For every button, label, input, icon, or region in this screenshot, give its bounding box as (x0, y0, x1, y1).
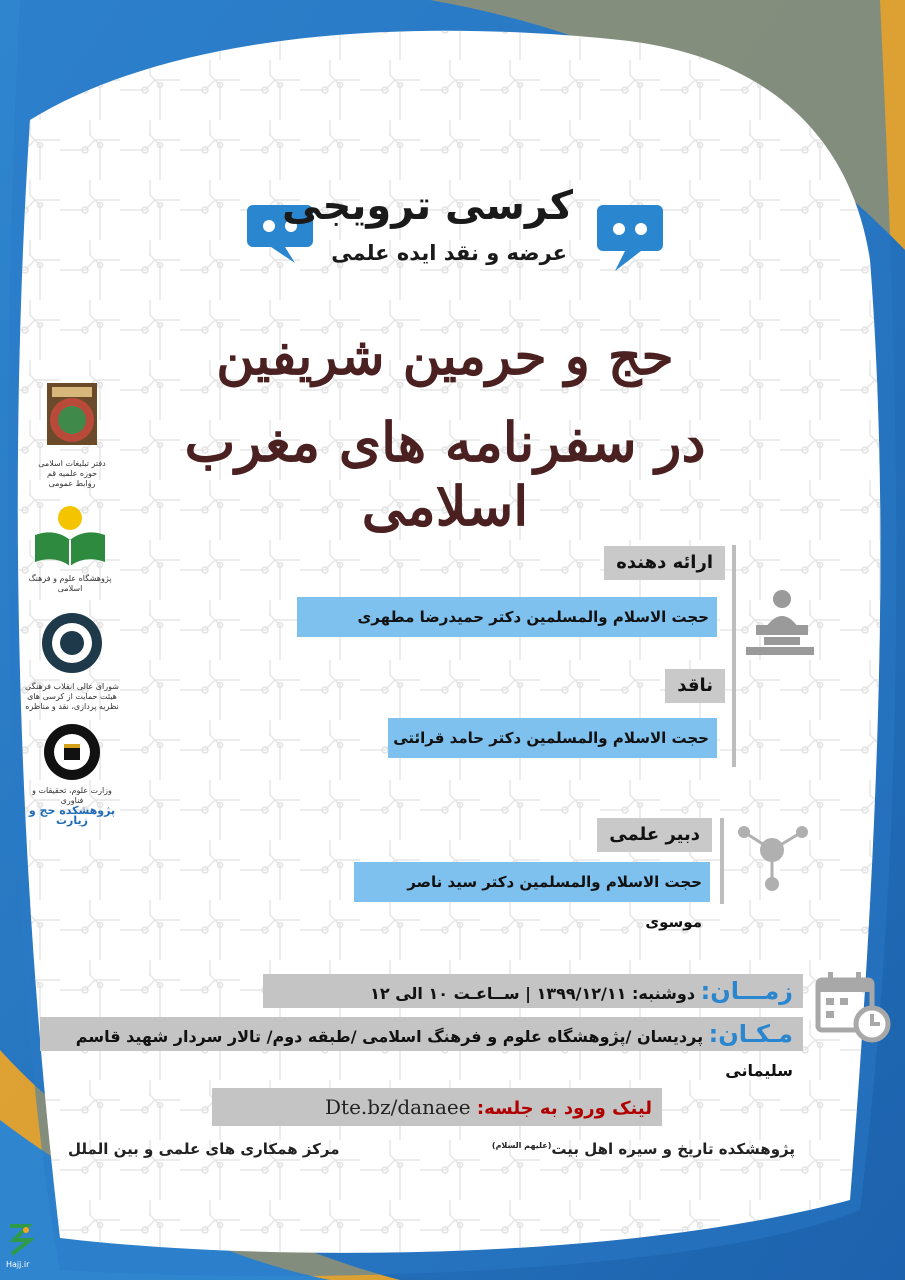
sponsor-logo-4 (22, 722, 122, 826)
section-divider (732, 545, 736, 767)
hajj-site-logo-icon (6, 1222, 34, 1256)
site-watermark: Hajj.ir (6, 1222, 46, 1269)
session-link-label: لینک ورود به جلسه: (476, 1098, 652, 1119)
hajj-research-icon (22, 722, 122, 782)
speaker-podium-icon (742, 585, 818, 657)
session-link-box[interactable] (212, 1088, 662, 1126)
time-label: زمـــان: (700, 977, 793, 1005)
logo-title: کرسی ترویجی (282, 183, 573, 229)
sponsor-logo-1 (22, 375, 122, 489)
sponsor-1-name: دفتر تبلیغات اسلامی حوزه علمیه قم روابط عمومی (38, 459, 106, 488)
sponsor-2-name: پژوهشگاه علوم و فرهنگ اسلامی (28, 574, 112, 593)
sponsor-logo-2 (20, 500, 120, 594)
network-nodes-icon (732, 818, 812, 898)
sponsor-4-name: وزارت علوم، تحقیقات و فناوری پژوهشکده حج و زیارت (28, 786, 116, 827)
council-emblem-icon (22, 608, 122, 678)
critic-name: حجت الاسلام والمسلمین دکتر حامد قرائتی (388, 718, 717, 758)
presenter-name: حجت الاسلام والمسلمین دکتر حمیدرضا مطهری (297, 597, 717, 637)
sponsor-3-name: شورای عالی انقلاب فرهنگی هیئت حمایت از کرسی های نظریه پردازی، نقد و مناظره (25, 682, 119, 711)
event-title-line-2: در سفرنامه های مغرب اسلامی (184, 410, 706, 538)
seal-emblem-icon (22, 375, 122, 455)
place-label: مـکـان: (708, 1020, 793, 1048)
place-value: پردیسان /پژوهشگاه علوم و فرهنگ اسلامی /طبقه دوم/ تالار سردار شهید قاسم سلیمانی (75, 1027, 793, 1080)
critic-label: ناقد (665, 669, 725, 703)
logo-subtitle: عرضه و نقد ایده علمی (331, 241, 567, 265)
footer-org-right: پژوهشکده تاریخ و سیره اهل بیت$^{(علیهم السلام)}$ (491, 1140, 795, 1158)
event-place (40, 1017, 803, 1080)
secretary-label: دبیر علمی (597, 818, 712, 852)
speech-bubble-icon (595, 197, 665, 275)
event-series-logo (245, 185, 665, 285)
time-value: دوشنبه: ۱۳۹۹/۱۲/۱۱ | ســاعـت ۱۰ الی ۱۲ (370, 984, 696, 1003)
session-link-url[interactable]: Dte.bz/danaee (325, 1095, 471, 1119)
footer-org-left: مرکز همکاری های علمی و بین الملل (68, 1140, 340, 1158)
calendar-clock-icon (814, 968, 892, 1046)
event-title-line-1: حج و حرمین شریفین (216, 326, 674, 387)
section-divider (720, 818, 724, 904)
book-sun-icon (20, 500, 120, 570)
secretary-name: حجت الاسلام والمسلمین دکتر سید ناصر موسوی (354, 862, 710, 902)
sponsor-logo-3 (22, 608, 122, 712)
presenter-label: ارائه دهنده (604, 546, 725, 580)
event-time (263, 974, 803, 1008)
